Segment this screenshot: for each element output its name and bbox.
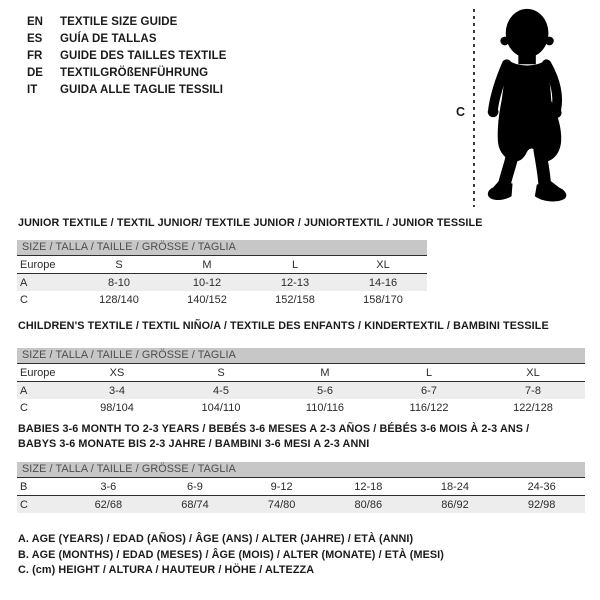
size-cell: 152/158: [275, 293, 315, 306]
size-cell: 3-4: [109, 384, 125, 397]
language-code: EN: [27, 15, 43, 28]
table-row: [17, 496, 585, 514]
size-cell: 12-13: [280, 276, 310, 289]
size-cell: 10-12: [192, 276, 222, 289]
footnote-legend: [18, 532, 444, 579]
size-cell: 68/74: [181, 498, 209, 511]
babies-table-title: [18, 422, 529, 452]
size-cell: 9-12: [238, 478, 325, 496]
size-cell: 128/140: [99, 293, 139, 306]
height-measure-label: C: [456, 105, 466, 119]
size-cell: 4-5: [213, 384, 229, 397]
language-code: ES: [27, 32, 43, 45]
footnote-age-years: A. AGE (YEARS) / EDAD (AÑOS) / ÂGE (ANS) / ALTER (JAHRE) / ETÀ (ANNI): [18, 533, 414, 545]
size-cell: S: [169, 364, 273, 382]
size-cell: 5-6: [317, 384, 333, 397]
size-cell: 24-36: [498, 478, 585, 496]
footnote-height: C. (cm) HEIGHT / ALTURA / HAUTEUR / HÖHE / ALTEZZA: [18, 564, 315, 576]
table-row: [17, 256, 427, 274]
height-measure-dotted-line: [473, 9, 475, 207]
table-row: [17, 478, 585, 496]
size-cell: 12-18: [325, 478, 412, 496]
language-title-list: [27, 13, 227, 98]
language-row-es: [27, 30, 227, 47]
size-cell: 98/104: [100, 401, 134, 414]
table-row: [17, 399, 585, 416]
row-label: A: [20, 276, 28, 289]
size-cell: L: [377, 364, 481, 382]
size-cell: 116/122: [409, 401, 449, 414]
row-label: Europe: [17, 256, 75, 274]
row-label: A: [20, 384, 28, 397]
size-cell: XL: [339, 256, 427, 274]
language-code: FR: [27, 49, 43, 62]
size-cell: 74/80: [267, 498, 296, 511]
language-row-en: [27, 13, 227, 30]
babies-table-title-line2: BABYS 3-6 MONATE BIS 2-3 JAHRE / BAMBINI 3-6 MESI A 2-3 ANNI: [18, 438, 370, 450]
size-cell: M: [273, 364, 377, 382]
size-cell: 6-9: [152, 478, 239, 496]
table-row: [17, 291, 427, 308]
language-row-de: [27, 64, 227, 81]
size-header-bar: SIZE / TALLA / TAILLE / GRÖSSE / TAGLIA: [17, 462, 585, 478]
size-cell: 62/68: [94, 498, 123, 511]
toddler-silhouette-icon: [486, 6, 574, 205]
junior-size-table: [17, 240, 427, 308]
row-label: B: [17, 478, 65, 496]
junior-table-title: JUNIOR TEXTILE / TEXTIL JUNIOR/ TEXTILE JUNIOR / JUNIORTEXTIL / JUNIOR TESSILE: [18, 217, 483, 229]
children-size-table: [17, 348, 585, 416]
row-label: Europe: [17, 364, 65, 382]
children-table-title: CHILDREN'S TEXTILE / TEXTIL NIÑO/A / TEXTILE DES ENFANTS / KINDERTEXTIL / BAMBINI TESSILE: [18, 320, 549, 332]
babies-size-table: [17, 462, 585, 513]
size-cell: 122/128: [513, 401, 553, 414]
size-cell: M: [163, 256, 251, 274]
table-row: [17, 382, 585, 400]
size-cell: 18-24: [412, 478, 499, 496]
size-header-bar: SIZE / TALLA / TAILLE / GRÖSSE / TAGLIA: [17, 348, 585, 364]
size-cell: 80/86: [354, 498, 383, 511]
language-code: DE: [27, 66, 43, 79]
language-row-it: [27, 81, 227, 98]
size-cell: 8-10: [107, 276, 131, 289]
table-row: [17, 274, 427, 292]
size-cell: XL: [481, 364, 585, 382]
size-cell: 7-8: [525, 384, 541, 397]
guide-title-es: GUÍA DE TALLAS: [60, 32, 157, 45]
row-label: C: [20, 293, 28, 306]
size-cell: XS: [65, 364, 169, 382]
size-cell: 158/170: [363, 293, 403, 306]
size-cell: 6-7: [421, 384, 437, 397]
size-cell: S: [75, 256, 163, 274]
size-cell: L: [251, 256, 339, 274]
language-code: IT: [27, 83, 38, 96]
size-cell: 14-16: [368, 276, 398, 289]
size-cell: 3-6: [65, 478, 152, 496]
guide-title-de: TEXTILGRÖßENFÜHRUNG: [60, 66, 209, 79]
guide-title-en: TEXTILE SIZE GUIDE: [60, 15, 178, 28]
size-cell: 104/110: [201, 401, 241, 414]
row-label: C: [20, 498, 28, 511]
size-cell: 92/98: [527, 498, 556, 511]
size-header-bar: SIZE / TALLA / TAILLE / GRÖSSE / TAGLIA: [17, 240, 427, 256]
size-cell: 110/116: [305, 401, 345, 414]
size-cell: 86/92: [441, 498, 469, 511]
size-cell: 140/152: [187, 293, 227, 306]
guide-title-it: GUIDA ALLE TAGLIE TESSILI: [60, 83, 224, 96]
guide-title-fr: GUIDE DES TAILLES TEXTILE: [60, 49, 227, 62]
footnote-age-months: B. AGE (MONTHS) / EDAD (MESES) / ÂGE (MOIS) / ALTER (MONATE) / ETÀ (MESI): [18, 548, 444, 561]
table-row: [17, 364, 585, 382]
language-row-fr: [27, 47, 227, 64]
babies-table-title-line1: BABIES 3-6 MONTH TO 2-3 YEARS / BEBÉS 3-6 MESES A 2-3 AÑOS / BÉBÉS 3-6 MOIS À 2-3 ANS /: [18, 423, 530, 435]
row-label: C: [20, 401, 28, 414]
